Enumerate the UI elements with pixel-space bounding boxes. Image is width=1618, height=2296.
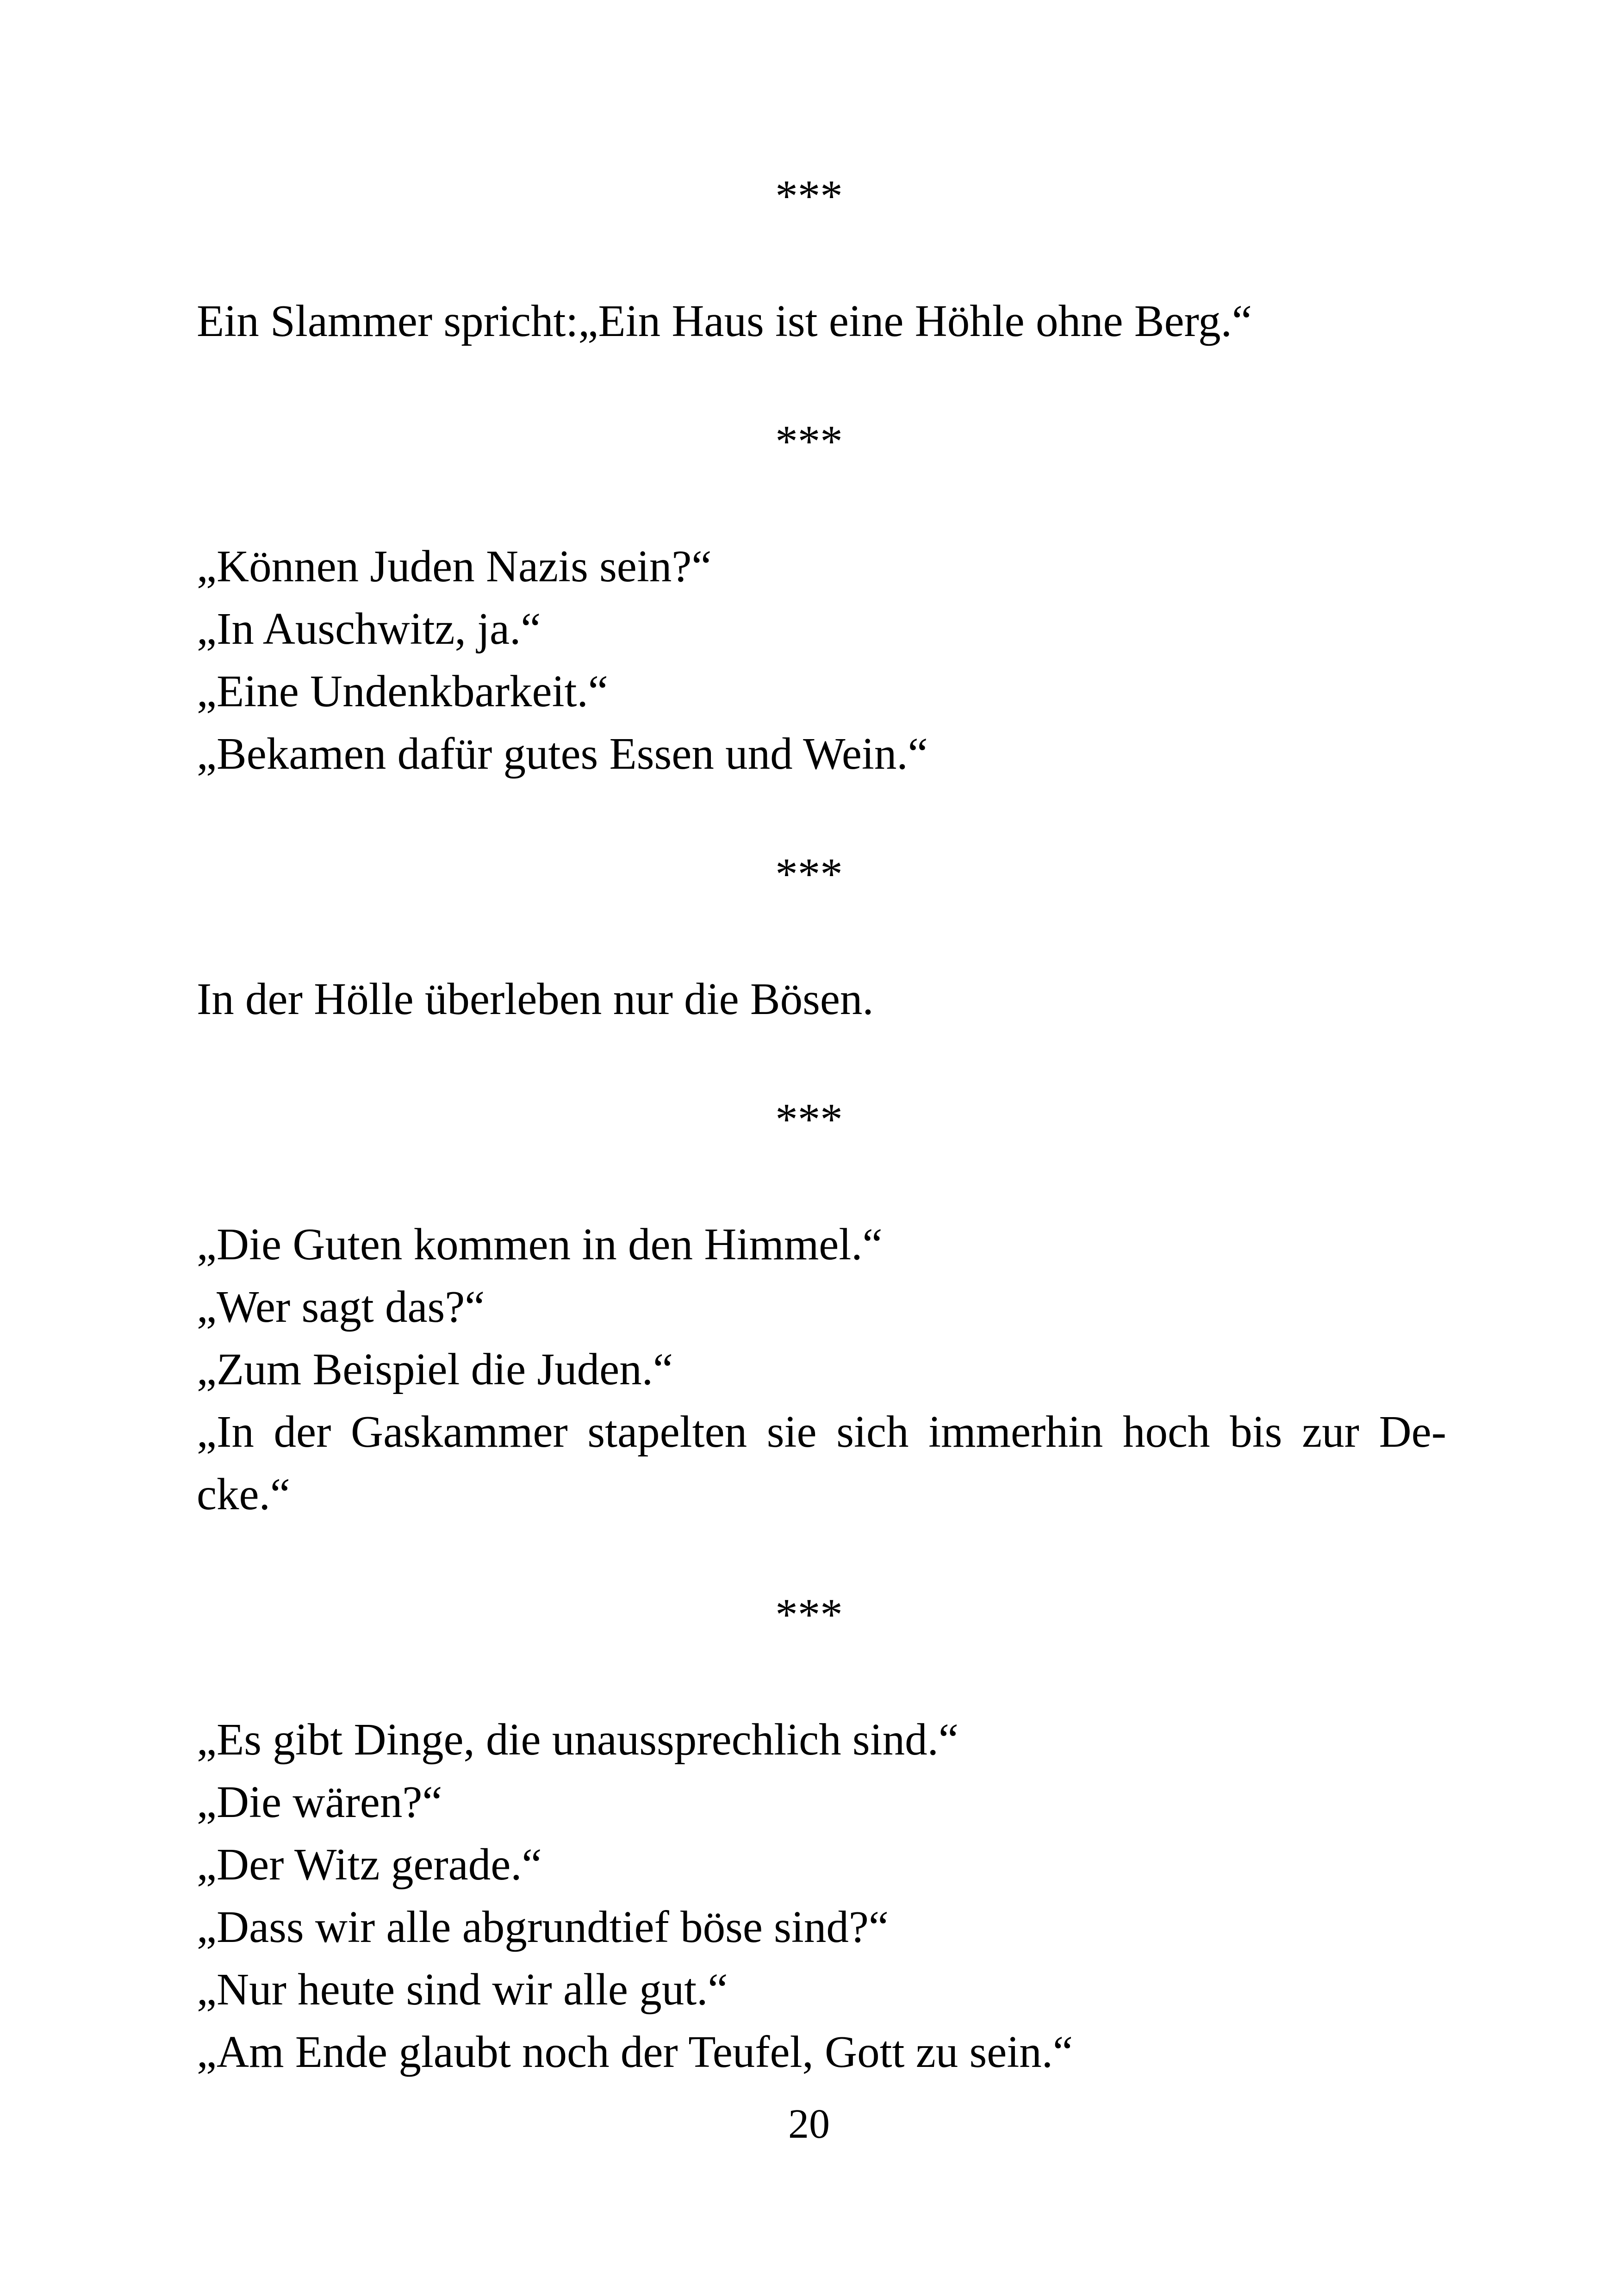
text-line: In der Hölle überleben nur die Bösen. xyxy=(197,974,874,1024)
text-line: „Der Witz gerade.“ xyxy=(197,1840,542,1889)
page-number: 20 xyxy=(788,2101,830,2147)
text-line-justified: „In der Gaskammer stapelten sie sich immerhin hoch bis zur De- xyxy=(197,1407,1446,1456)
text-line: „Können Juden Nazis sein?“ xyxy=(197,541,712,591)
text-line: „Die Guten kommen in den Himmel.“ xyxy=(197,1220,883,1269)
text-line: cke.“ xyxy=(197,1469,290,1519)
text-line: „Zum Beispiel die Juden.“ xyxy=(197,1344,673,1394)
section-separator: *** xyxy=(775,1095,843,1144)
text-line: „In Auschwitz, ja.“ xyxy=(197,604,541,653)
text-line: „Eine Undenkbarkeit.“ xyxy=(197,666,608,716)
text-line: „Wer sagt das?“ xyxy=(197,1282,485,1332)
section-separator: *** xyxy=(775,171,843,221)
text-line: „Es gibt Dinge, die unaussprechlich sind.“ xyxy=(197,1715,958,1764)
text-line: „Bekamen dafür gutes Essen und Wein.“ xyxy=(197,729,928,778)
text-line: „Nur heute sind wir alle gut.“ xyxy=(197,1965,728,2014)
text-line: „Die wären?“ xyxy=(197,1777,442,1827)
section-separator: *** xyxy=(775,849,843,899)
text-line: Ein Slammer spricht:„Ein Haus ist eine Höhle ohne Berg.“ xyxy=(197,296,1252,346)
section-separator: *** xyxy=(775,417,843,466)
section-separator: *** xyxy=(775,1590,843,1639)
text-line: „Am Ende glaubt noch der Teufel, Gott zu sein.“ xyxy=(197,2027,1073,2077)
text-line: „Dass wir alle abgrundtief böse sind?“ xyxy=(197,1902,889,1952)
